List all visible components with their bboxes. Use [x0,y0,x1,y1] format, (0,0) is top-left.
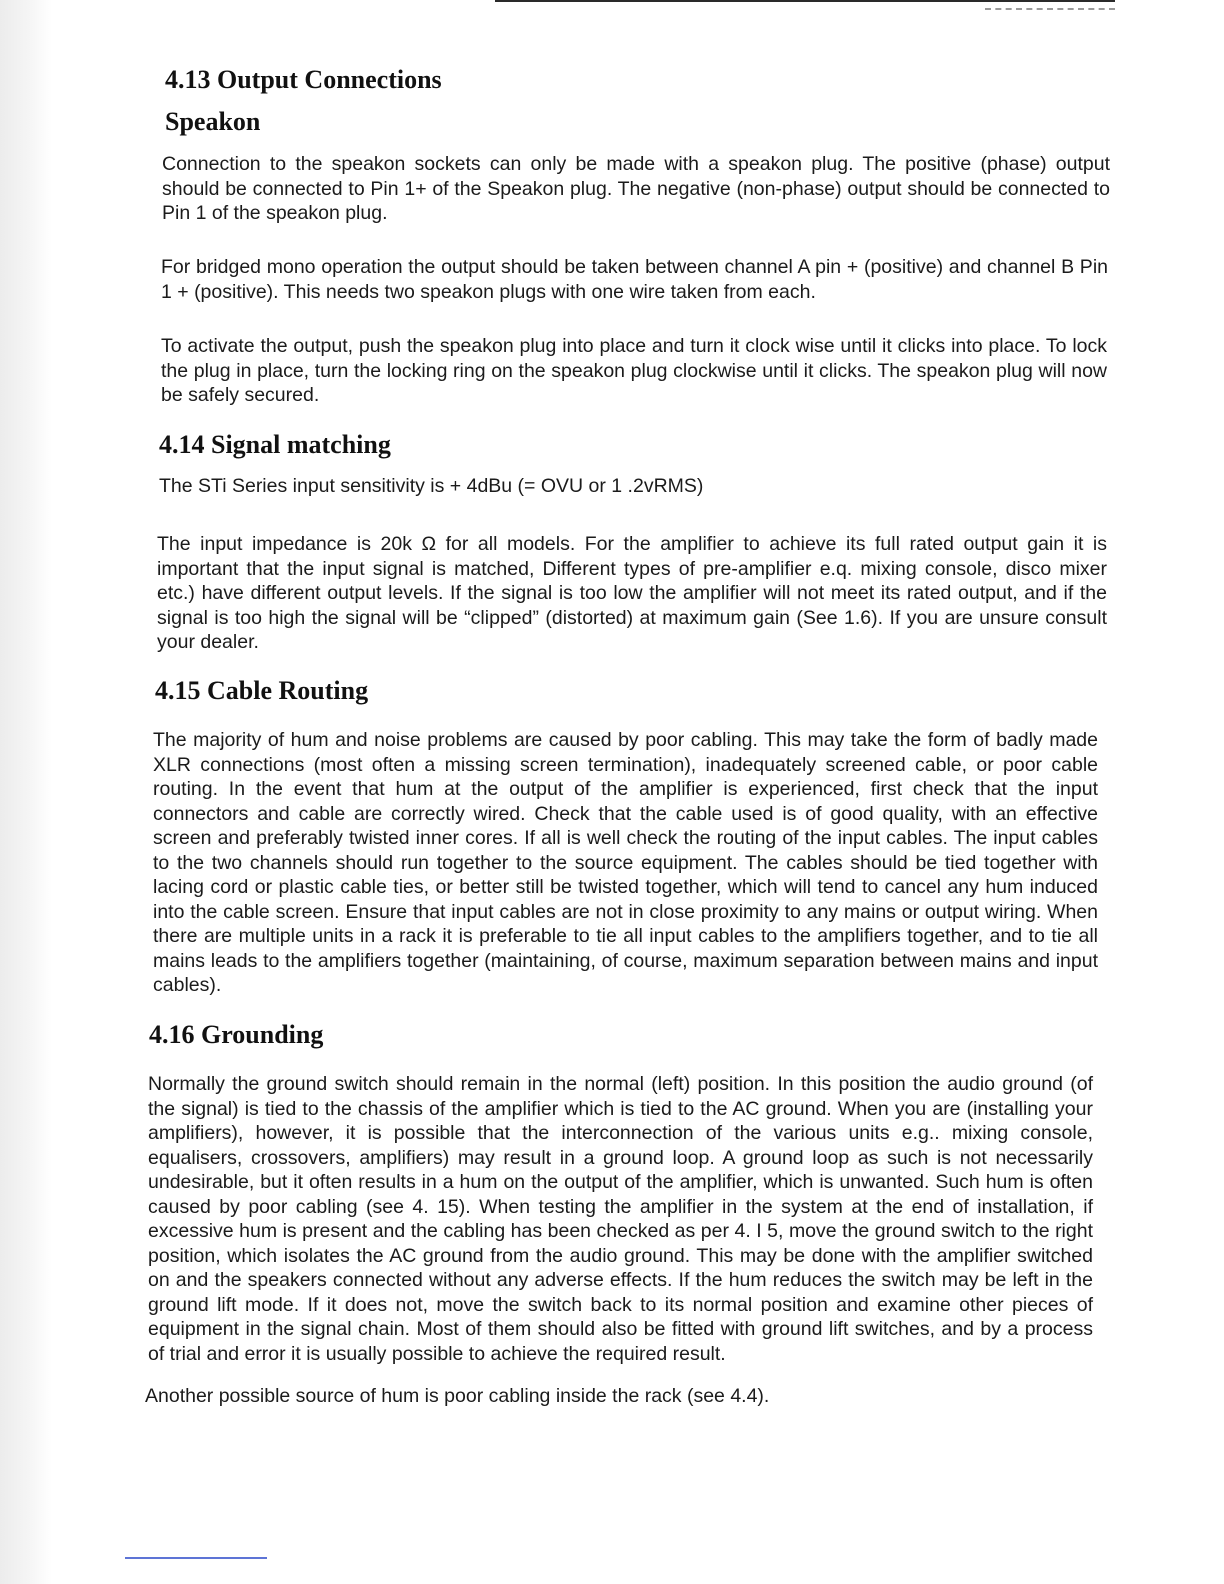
top-rule-dash [985,8,1115,10]
paragraph-input-sensitivity: The STi Series input sensitivity is + 4dBu (= OVU or 1 .2vRMS) [159,475,704,497]
paragraph-activate-output: To activate the output, push the speakon plug into place and turn it clock wise until it clicks into place. To lock the plug in place, turn the locking ring on the speakon plug clockwise until it clicks. The speakon plug will now be safely secured. [161,335,1107,406]
paragraph-grounding: Normally the ground switch should remain in the normal (left) position. In this position the audio ground (of the signal) is tied to the chassis of the amplifier which is tied to the AC ground. When you are (installing your amplifiers), however, it is possible that the interconnection of the various units e.g.. mixing console, equalisers, crossovers, amplifiers) may result in a ground loop. A ground loop as such is not necessarily undesirable, but it often results in a hum on the output of the amplifier, which is unwanted. Such hum is often caused by poor cabling (see 4. 15). When testing the amplifier in the system at the end of installation, if excessive hum is present and the cabling has been checked as per 4. I 5, move the ground switch to the right position, which isolates the AC ground from the audio ground. This may be done with the amplifier switched on and the speakers connected without any adverse effects. If the hum reduces the switch may be left in the ground lift mode. If it does not, move the switch back to its normal position and examine other pieces of equipment in the signal chain. Most of them should also be fitted with ground lift switches, and by a process of trial and error it is usually possible to achieve the required result. [148,1073,1093,1365]
paragraph-hum-source: Another possible source of hum is poor cabling inside the rack (see 4.4). [145,1385,770,1407]
scan-shadow-edge [0,0,52,1584]
paragraph-bridged-mono: For bridged mono operation the output should be taken between channel A pin + (positive) and channel B Pin 1 + (positive). This needs two speakon plugs with one wire taken from each. [161,256,1108,303]
section-heading-4-16: 4.16 Grounding [149,1020,324,1049]
section-heading-4-13: 4.13 Output Connections [165,65,442,94]
subheading-speakon: Speakon [165,107,261,136]
paragraph-input-impedance: The input impedance is 20k Ω for all models. For the amplifier to achieve its full rated output gain it is important that the input signal is matched, Different types of pre-amplifier e.q. mixing console, disco mixer etc.) have different output levels. If the signal is too low the amplifier will not meet its rated output, and if the signal is too high the signal will be “clipped” (distorted) at maximum gain (See 1.6). If you are unsure consult your dealer. [157,533,1107,653]
paragraph-speakon-connection: Connection to the speakon sockets can only be made with a speakon plug. The positive (phase) output should be connected to Pin 1+ of the Speakon plug. The negative (non-phase) output should be connected to Pin 1 of the speakon plug. [162,153,1110,224]
bottom-link-underline [125,1557,267,1559]
paragraph-cable-routing: The majority of hum and noise problems are caused by poor cabling. This may take the form of badly made XLR connections (most often a missing screen termination), inadequately screened cable, or poor cable routing. In the event that hum at the output of the amplifier is experienced, first check that the input connectors and cable are correctly wired. Check that the cable used is of good quality, with an effective screen and preferably twisted inner cores. If all is well check the routing of the input cables. The input cables to the two channels should run together to the source equipment. The cables should be tied together with lacing cord or plastic cable ties, or better still be twisted together, which will tend to cancel any hum induced into the cable screen. Ensure that input cables are not in close proximity to any mains or output wiring. When there are multiple units in a rack it is preferable to tie all input cables to the amplifiers together, and to tie all mains leads to the amplifiers together (maintaining, of course, maximum separation between mains and input cables). [153,729,1098,996]
top-rule-line [495,0,1115,5]
section-heading-4-14: 4.14 Signal matching [159,430,391,459]
section-heading-4-15: 4.15 Cable Routing [155,676,369,705]
